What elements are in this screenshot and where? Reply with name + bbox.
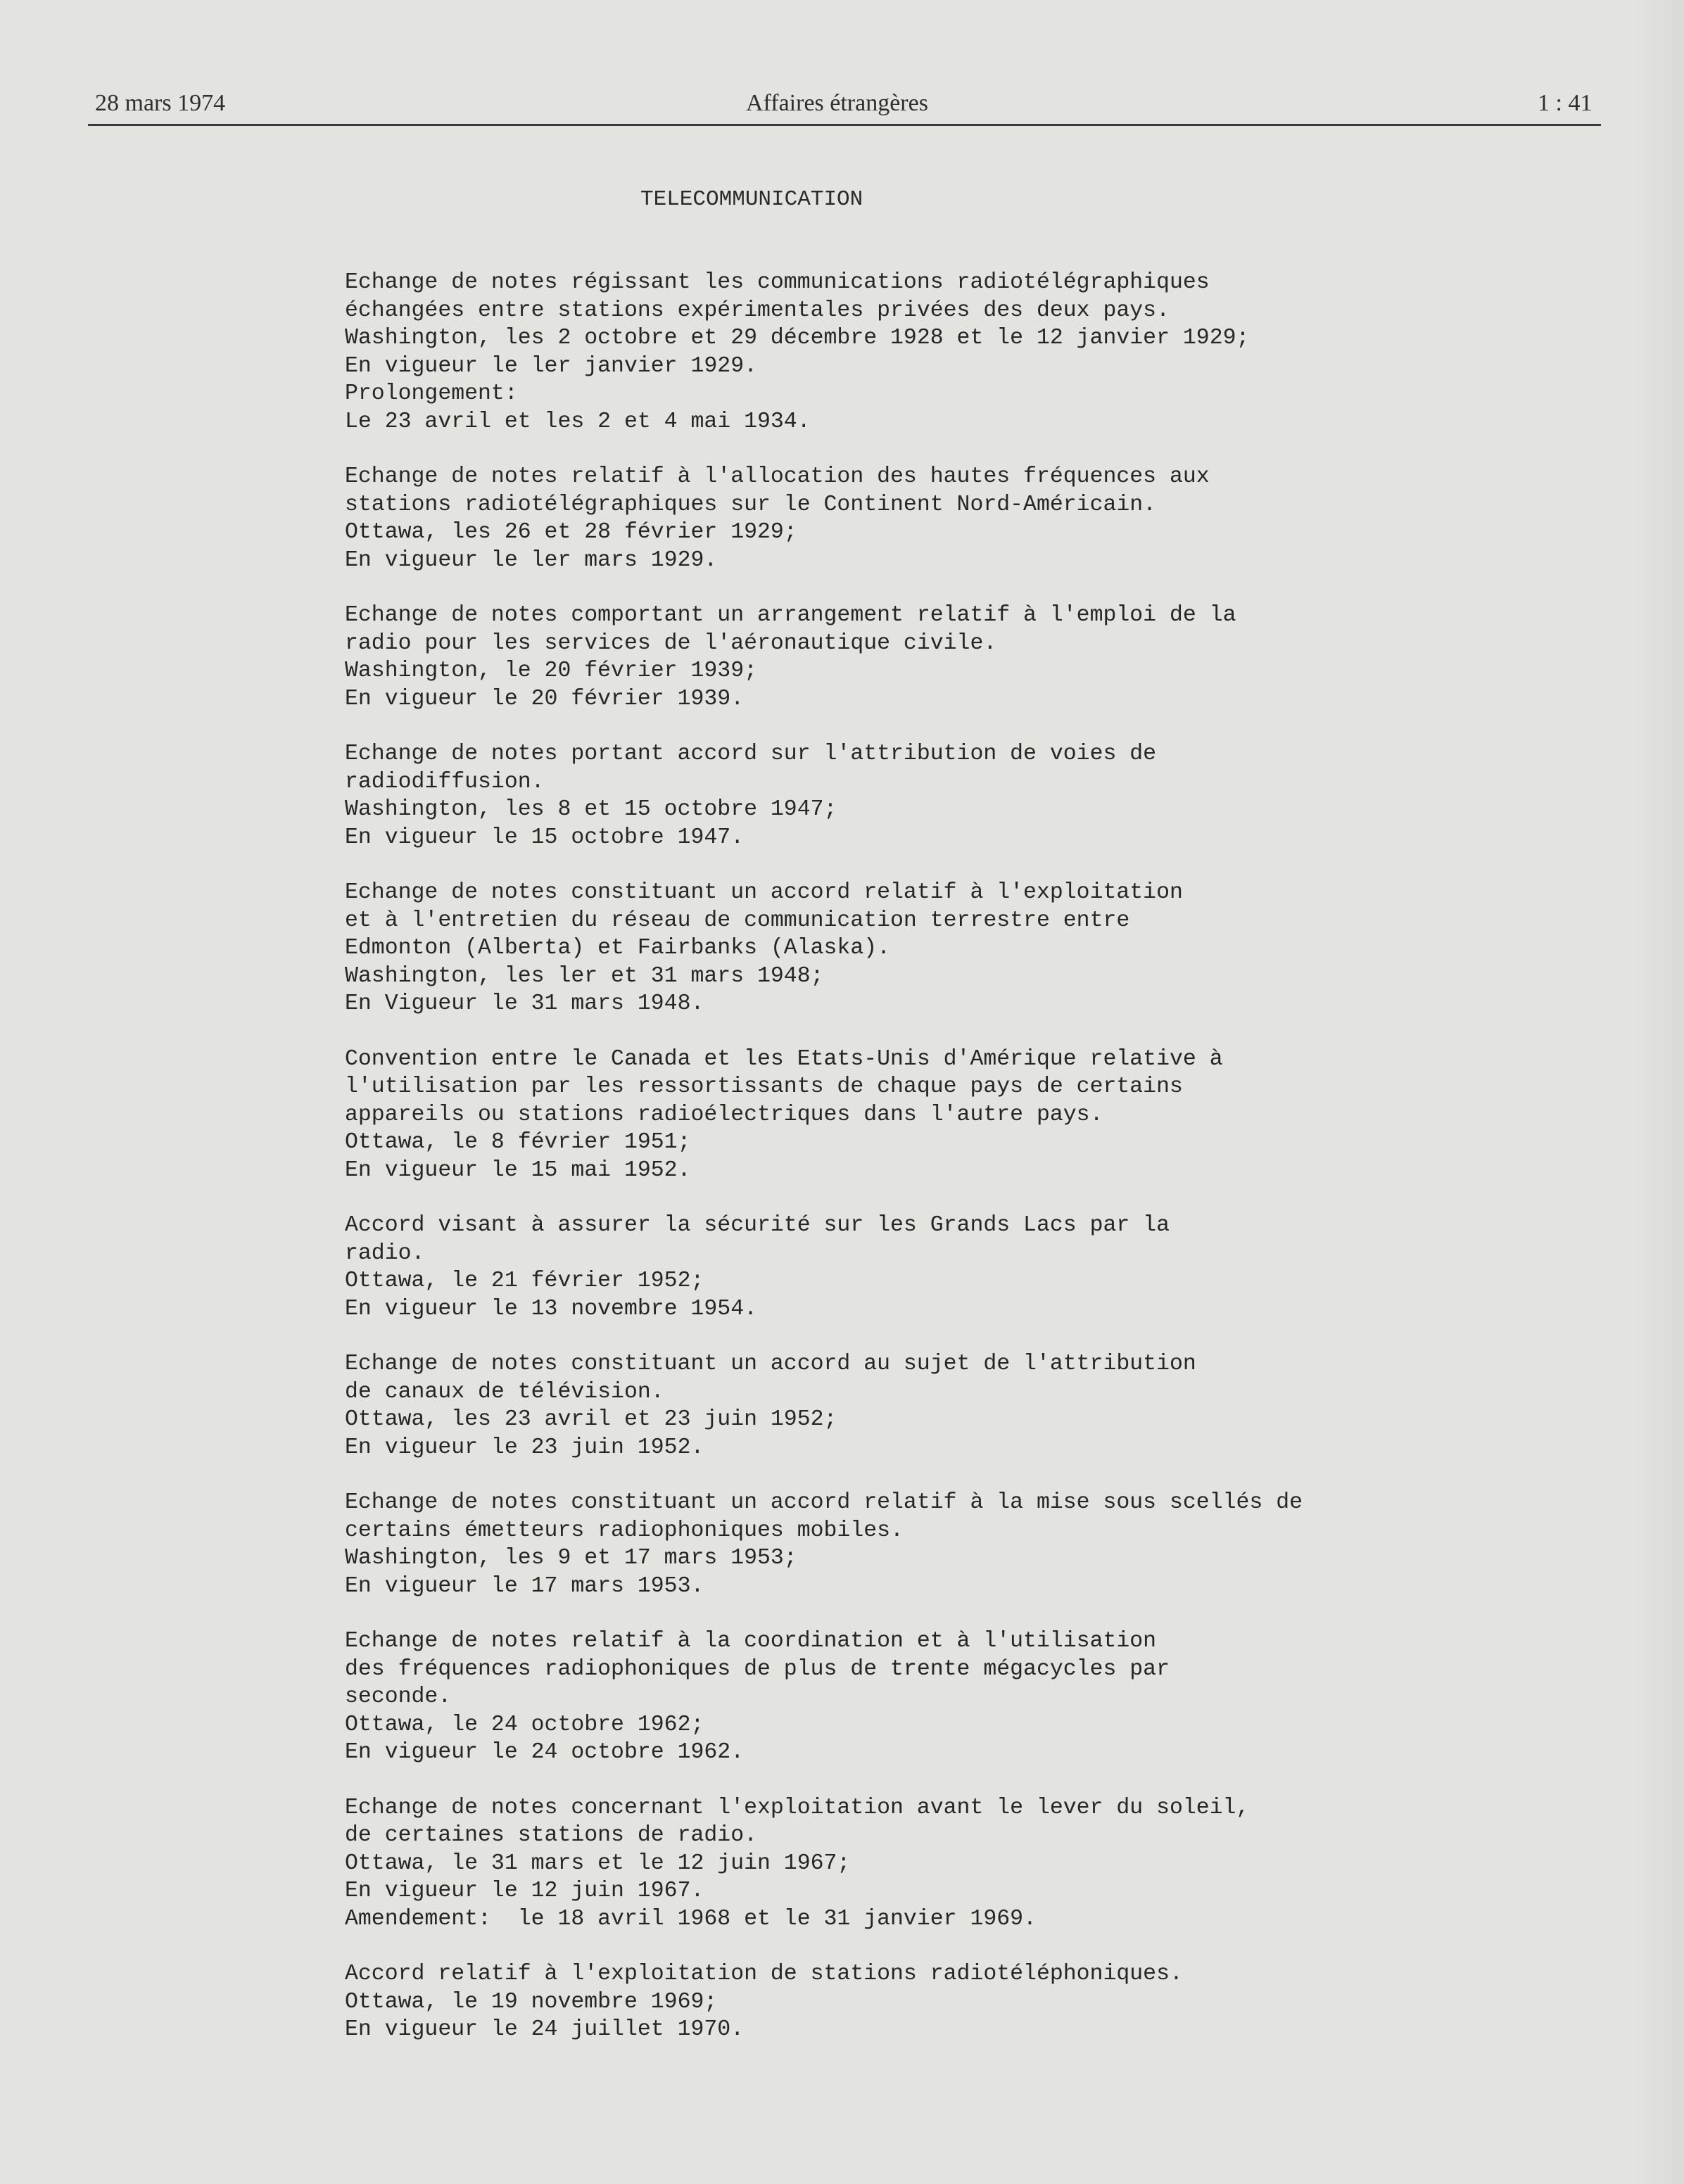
treaty-list [345,269,1443,2071]
entry-line: En vigueur le ler mars 1929. [345,547,718,573]
entry-line: des fréquences radiophoniques de plus de trente mégacycles par [345,1656,1170,1682]
entry-line: Ottawa, le 21 février 1952; [345,1269,704,1293]
entry-line: Accord relatif à l'exploitation de stations radiotéléphoniques. [345,1962,1183,1986]
entry-line: Ottawa, les 26 et 28 février 1929; [345,520,797,545]
entry-line: Washington, les ler et 31 mars 1948; [345,963,824,989]
entry-line: et à l'entretien du réseau de communication terrestre entre [345,908,1130,933]
treaty-entry [345,1960,1443,2044]
entry-line: Washington, le 20 février 1939; [345,659,757,683]
treaty-entry [345,740,1443,851]
entry-line: Echange de notes constituant un accord relatif à l'exploitation [345,880,1183,905]
entry-line: En vigueur le 20 février 1939. [345,686,745,711]
entry-line: Ottawa, le 8 février 1951; [345,1130,691,1155]
entry-line: certains émetteurs radiophoniques mobiles. [345,1518,904,1543]
entry-line: En vigueur le 24 juillet 1970. [345,2017,745,2042]
treaty-entry [345,1046,1443,1185]
entry-line: Echange de notes constituant un accord relatif à la mise sous scellés de [345,1490,1303,1515]
entry-line: Ottawa, le 19 novembre 1969; [345,1989,718,2014]
entry-line: Amendement: le 18 avril 1968 et le 31 janvier 1969. [345,1906,1037,1931]
entry-line: appareils ou stations radioélectriques dans l'autre pays. [345,1102,1103,1127]
entry-line: radio pour les services de l'aéronautique civile. [345,630,997,656]
entry-line: l'utilisation par les ressortissants de chaque pays de certains [345,1074,1183,1099]
entry-line: Echange de notes régissant les communications radiotélégraphiques [345,270,1210,295]
treaty-entry [345,602,1443,713]
entry-line: Washington, les 9 et 17 mars 1953; [345,1546,797,1570]
entry-line: En vigueur le 24 octobre 1962. [345,1740,745,1765]
entry-line: seconde. [345,1684,452,1709]
treaty-entry [345,1794,1443,1934]
entry-line: En vigueur le 23 juin 1952. [345,1435,704,1460]
entry-line: de canaux de télévision. [345,1379,664,1404]
entry-line: de certaines stations de radio. [345,1823,757,1848]
entry-line: Echange de notes portant accord sur l'attribution de voies de [345,742,1157,766]
header-date: 28 mars 1974 [95,90,226,116]
header-rule [88,124,1601,126]
entry-line: stations radiotélégraphiques sur le Continent Nord-Américain. [345,492,1157,517]
entry-line: Echange de notes comportant un arrangement relatif à l'emploi de la [345,603,1236,628]
treaty-entry [345,463,1443,574]
header-page-number: 1 : 41 [1538,90,1593,116]
section-title: TELECOMMUNICATION [640,187,863,212]
entry-line: Echange de notes concernant l'exploitation avant le lever du soleil, [345,1795,1250,1820]
entry-line: Edmonton (Alberta) et Fairbanks (Alaska). [345,936,891,960]
entry-line: En vigueur le 12 juin 1967. [345,1879,704,1903]
treaty-entry [345,1212,1443,1323]
entry-line: radio. [345,1240,425,1266]
entry-line: En vigueur le 15 mai 1952. [345,1157,691,1183]
entry-line: En vigueur le 17 mars 1953. [345,1573,704,1599]
entry-line: Washington, les 8 et 15 octobre 1947; [345,797,837,822]
entry-line: radiodiffusion. [345,769,545,794]
entry-line: Convention entre le Canada et les Etats-Unis d'Amérique relative à [345,1046,1223,1072]
entry-line: Echange de notes relatif à la coordination et à l'utilisation [345,1629,1157,1653]
entry-line: Prolongement: [345,381,518,406]
treaty-entry [345,879,1443,1018]
entry-line: En Vigueur le 31 mars 1948. [345,991,704,1016]
entry-line: échangées entre stations expérimentales privées des deux pays. [345,298,1170,323]
treaty-entry [345,1489,1443,1600]
entry-line: Echange de notes constituant un accord au sujet de l'attribution [345,1352,1196,1376]
entry-line: Echange de notes relatif à l'allocation des hautes fréquences aux [345,464,1210,489]
entry-line: Washington, les 2 octobre et 29 décembre 1928 et le 12 janvier 1929; [345,326,1250,350]
header-title: Affaires étrangères [746,90,928,116]
treaty-entry [345,1627,1443,1767]
entry-line: En vigueur le 15 octobre 1947. [345,825,745,850]
entry-line: En vigueur le 13 novembre 1954. [345,1296,757,1321]
page-edge-shadow [1635,0,1684,2184]
treaty-entry [345,269,1443,436]
entry-line: Ottawa, le 31 mars et le 12 juin 1967; [345,1850,851,1876]
entry-line: En vigueur le ler janvier 1929. [345,353,757,379]
entry-line: Le 23 avril et les 2 et 4 mai 1934. [345,409,811,434]
treaty-entry [345,1350,1443,1461]
entry-line: Ottawa, les 23 avril et 23 juin 1952; [345,1407,837,1432]
entry-line: Ottawa, le 24 octobre 1962; [345,1712,704,1737]
entry-line: Accord visant à assurer la sécurité sur les Grands Lacs par la [345,1213,1170,1238]
